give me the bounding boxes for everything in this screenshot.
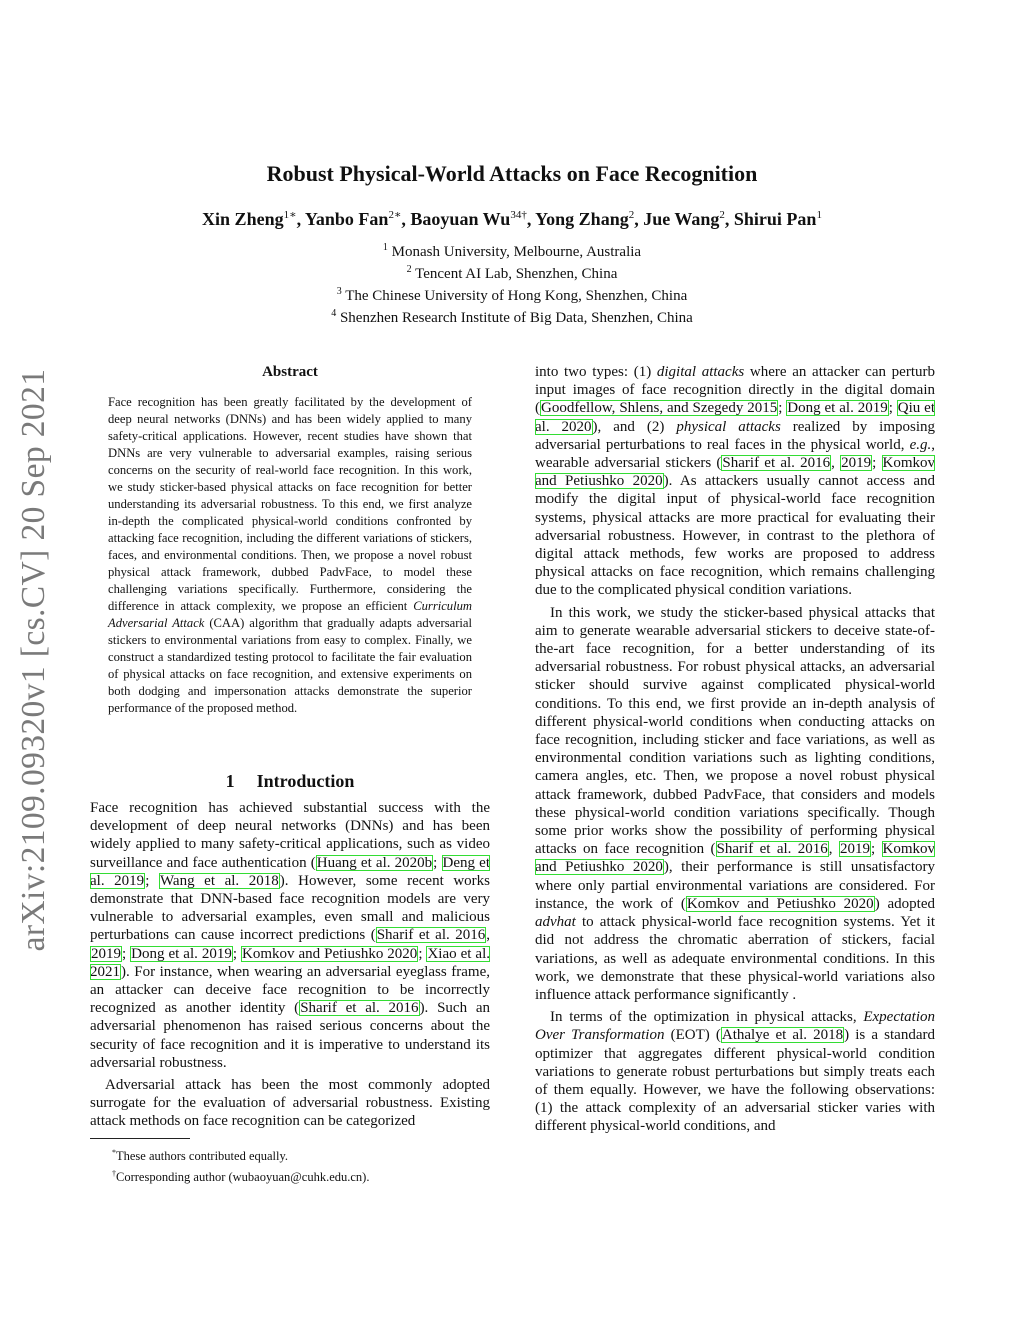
text: ; [122, 945, 131, 962]
author-name: Yanbo Fan [304, 209, 389, 229]
citation-link[interactable]: 2019 [91, 945, 121, 962]
author-name: Yong Zhang [535, 209, 629, 229]
citation-link[interactable]: Komkov and Petiushko 2020 [686, 895, 874, 912]
citation-link[interactable]: Sharif et al. 2016 [376, 927, 486, 944]
citation-link[interactable]: Athalye et al. 2018 [721, 1027, 844, 1044]
emphasis: Expectation Over Transformation [535, 1009, 935, 1044]
affiliation [0, 283, 1024, 305]
text: , wearable adversarial stickers ( [535, 436, 935, 472]
emphasis: e.g. [909, 436, 932, 453]
affiliation-mark: 3 [336, 286, 342, 297]
text: ; [778, 400, 787, 417]
text: ). As attackers usually cannot access and modify the digital input of physical-world face recognition systems, physical attacks are more practical for evaluating their adversarial robustness. However, in contrast to the plethora of digital attack methods, few works are proposed to address physical attacks on face recognition, which remains challenging due to the complicated physical condition variations. [535, 473, 935, 599]
text: ) adopted [874, 895, 935, 912]
arxiv-identifier: arXiv:2109.09320v1 [cs.CV] 20 Sep 2021 [15, 368, 52, 952]
footnote [112, 1165, 492, 1186]
citation-link[interactable]: 2019 [841, 455, 872, 472]
emphasis: physical attacks [676, 418, 781, 435]
author-mark: 1∗ [283, 209, 297, 221]
citation-link[interactable]: Komkov and Petiushko 2020 [242, 945, 418, 962]
affiliation-mark: 1 [382, 242, 388, 253]
footnote-text: Corresponding author (wubaoyuan@cuhk.edu.cn). [116, 1170, 370, 1185]
citation-link[interactable]: Komkov and Petiushko 2020 [535, 455, 936, 490]
footnote-mark: † [112, 1169, 116, 1179]
paragraph: Adversarial attack has been the most commonly adopted surrogate for the evaluation of adversarial robustness. Existing attack methods on face recognition can be categorized [90, 1077, 490, 1130]
author-list: Xin Zheng$^{1∗}$, Yanbo Fan$^{2∗}$, Baoyuan $Wu^{34\dagger}$, Yong Zhang$^2$, Jue Wang$^2$, Shirui Pan$^1$ [202, 209, 822, 229]
text: ). However, some recent works demonstrate that DNN-based face recognition models are very vulnerable to adversarial examples, even small and malicious perturbations can cause incorrect predictions ( [90, 872, 491, 944]
paragraph [90, 799, 490, 1072]
citation-link[interactable]: Goodfellow, Shlens, and Szegedy 2015 [541, 400, 778, 417]
section-title: Introduction [256, 771, 355, 791]
text: realized by imposing adversarial perturbations to real faces in the physical world, [535, 418, 935, 453]
section-heading [90, 771, 490, 792]
footnotes [112, 1144, 492, 1186]
citation-link[interactable]: 2019 [839, 841, 870, 858]
text: , [486, 927, 490, 944]
text: , [828, 841, 839, 858]
text: to attack physical-world face recognition systems. Yet it did not address the chromatic aberration of stickers, facial variations, as well as adequate environmental conditions. In this work, we demonstrate that these physical-world variations also influence attack performance significantly . [535, 914, 935, 1003]
text: ). For instance, when wearing an adversarial eyeglass frame, an attacker can deceive face recognition to be incorrectly recognized as another identity ( [90, 963, 490, 1017]
footnote-mark: * [112, 1148, 116, 1157]
author-name: Baoyuan Wu [410, 209, 511, 229]
text: into two types: (1) [535, 364, 657, 380]
citation-link[interactable]: Sharif et al. 2016 [722, 455, 831, 472]
text: ; [888, 400, 897, 417]
text: ; [872, 455, 882, 472]
abstract-text: Face recognition has been greatly facilitated by the development of deep neural networks (DNNs) and has been widely applied to many safety-critical applications. However, recent studies have shown that DNNs are very vulnerable to adversarial examples, raising serious concerns on the security of real-world face recognition. In this work, we study sticker-based physical attacks on face recognition for better understanding its adversarial robustness. To this end, we first analyze in-depth the complicated physical-world conditions confronted by attacking face recognition, including the different variations of stickers, faces, and environmental conditions. Then, we propose a novel robust physical attack framework, dubbed PadvFace, to model these challenging variations specifically. Furthermore, considering the difference in attack complexity, we propose an efficient [108, 395, 472, 613]
text: ), their performance is still unsatisfactory where only partial environmental variations are considered. For instance, the work of ( [535, 859, 935, 912]
text: In this work, we study the sticker-based physical attacks that aim to generate wearable adversarial stickers to deceive state-of-the-art face recognition, for a better understanding of its adversarial robustness. For robust physical attacks, an adversarial sticker should survive against complicated physical-world conditions. To this end, we first provide an in-depth analysis of different physical-world conditions when conducting attacks on face recognition, including sticker and face variations, as well as environmental condition variations such as lighting conditions, camera angles, etc. Then, we propose a novel robust physical attack framework, dubbed PadvFace, that considers and models these physical-world condition variations specifically. Though some prior works show the possibility of performing physical attacks on face recognition ( [535, 604, 935, 858]
affiliation-text: Shenzhen Research Institute of Big Data, Shenzhen, China [339, 310, 693, 326]
emphasis: advhat [535, 914, 576, 931]
affiliation-text: The Chinese University of Hong Kong, Shenzhen, China [345, 288, 688, 304]
affiliation [0, 261, 1024, 283]
citation-link[interactable]: Wang et al. 2018 [159, 872, 279, 889]
citation-link[interactable]: Sharif et al. 2016 [716, 841, 828, 858]
text: ), and (2) [592, 418, 677, 435]
footnote-text: These authors contributed equally. [116, 1149, 289, 1164]
paragraph [535, 604, 935, 1004]
text: Face recognition has achieved substantial success with the development of deep neural networks (DNNs) and has been widely applied to many safety-critical applications, such as video surveillance and face authentication ( [90, 800, 490, 871]
text: where an attacker can perturb input images of face recognition directly in the digital domain ( [535, 364, 935, 417]
text: , [831, 455, 841, 472]
author-name: Xin Zheng [202, 209, 284, 229]
citation-link[interactable]: Xiao et al. 2021 [90, 945, 490, 980]
text: ; [433, 854, 442, 871]
paragraph [535, 1008, 935, 1135]
affiliation-text: Tencent AI Lab, Shenzhen, China [415, 266, 618, 282]
author-mark: 2 [719, 209, 725, 221]
affiliation-text: Monash University, Melbourne, Australia [391, 244, 642, 260]
affiliation-mark: 2 [406, 264, 412, 275]
text: ; [232, 945, 242, 962]
section-number: 1 [225, 771, 235, 791]
citation-link[interactable]: Huang et al. 2020b [316, 854, 433, 871]
text: ) is a standard optimizer that aggregates different physical-world condition variations to generate robust perturbations but simply treats each of them equally. However, we have the following observations: (1) the attack complexity of an adversarial sticker varies with different physical-world conditions, and [535, 1027, 935, 1135]
affiliation [0, 305, 1024, 327]
text: (EOT) ( [664, 1027, 721, 1044]
author-mark: 2 [628, 209, 635, 221]
abstract-heading: Abstract [262, 364, 318, 380]
author-name: Shirui Pan [733, 209, 817, 229]
citation-link[interactable]: Komkov and Petiushko 2020 [535, 841, 936, 876]
citation-link[interactable]: Qiu et al. 2020 [535, 400, 935, 435]
footnote [112, 1144, 492, 1165]
author-name: Jue Wang [643, 209, 720, 229]
abstract-body [108, 394, 472, 717]
text: ; [870, 841, 882, 858]
paragraph [535, 363, 935, 600]
text: In terms of the optimization in physical attacks, [550, 1009, 864, 1026]
abstract-text: (CAA) algorithm that gradually adapts adversarial stickers to environmental variations from easy to complex. Finally, we construct a standardized testing protocol to facilitate the fair evaluation of physical attacks on face recognition, and extensive experiments on both dodging and impersonation attacks demonstrate the superior performance of the proposed method. [108, 616, 472, 715]
citation-link[interactable]: Dong et al. 2019 [787, 400, 888, 417]
citation-link[interactable]: Deng et al. 2019 [90, 854, 490, 889]
text: ). Such an adversarial phenomenon has raised serious concerns about the security of face recognition and it is imperative to understand its adversarial robustness. [90, 1000, 491, 1071]
footnote-rule [90, 1138, 190, 1139]
abstract-term: Curriculum Adversarial Attack [108, 599, 472, 630]
paper-title: Robust Physical-World Attacks on Face Recognition [266, 161, 758, 186]
text: ; [418, 945, 427, 962]
emphasis: digital attacks [656, 364, 745, 380]
citation-link[interactable]: Sharif et al. 2016 [300, 1000, 419, 1017]
text: ; [145, 872, 159, 889]
right-column [535, 363, 935, 1136]
affiliation-mark: 4 [331, 308, 337, 319]
arxiv-stamp [6, 350, 62, 970]
citation-link[interactable]: Dong et al. 2019 [131, 945, 232, 962]
author-mark: 34† [510, 209, 527, 221]
intro-column [90, 799, 490, 1131]
author-mark: 1 [816, 209, 822, 221]
author-mark: 2∗ [388, 209, 402, 221]
affiliation [0, 239, 1024, 261]
affiliation-list [0, 239, 1024, 327]
